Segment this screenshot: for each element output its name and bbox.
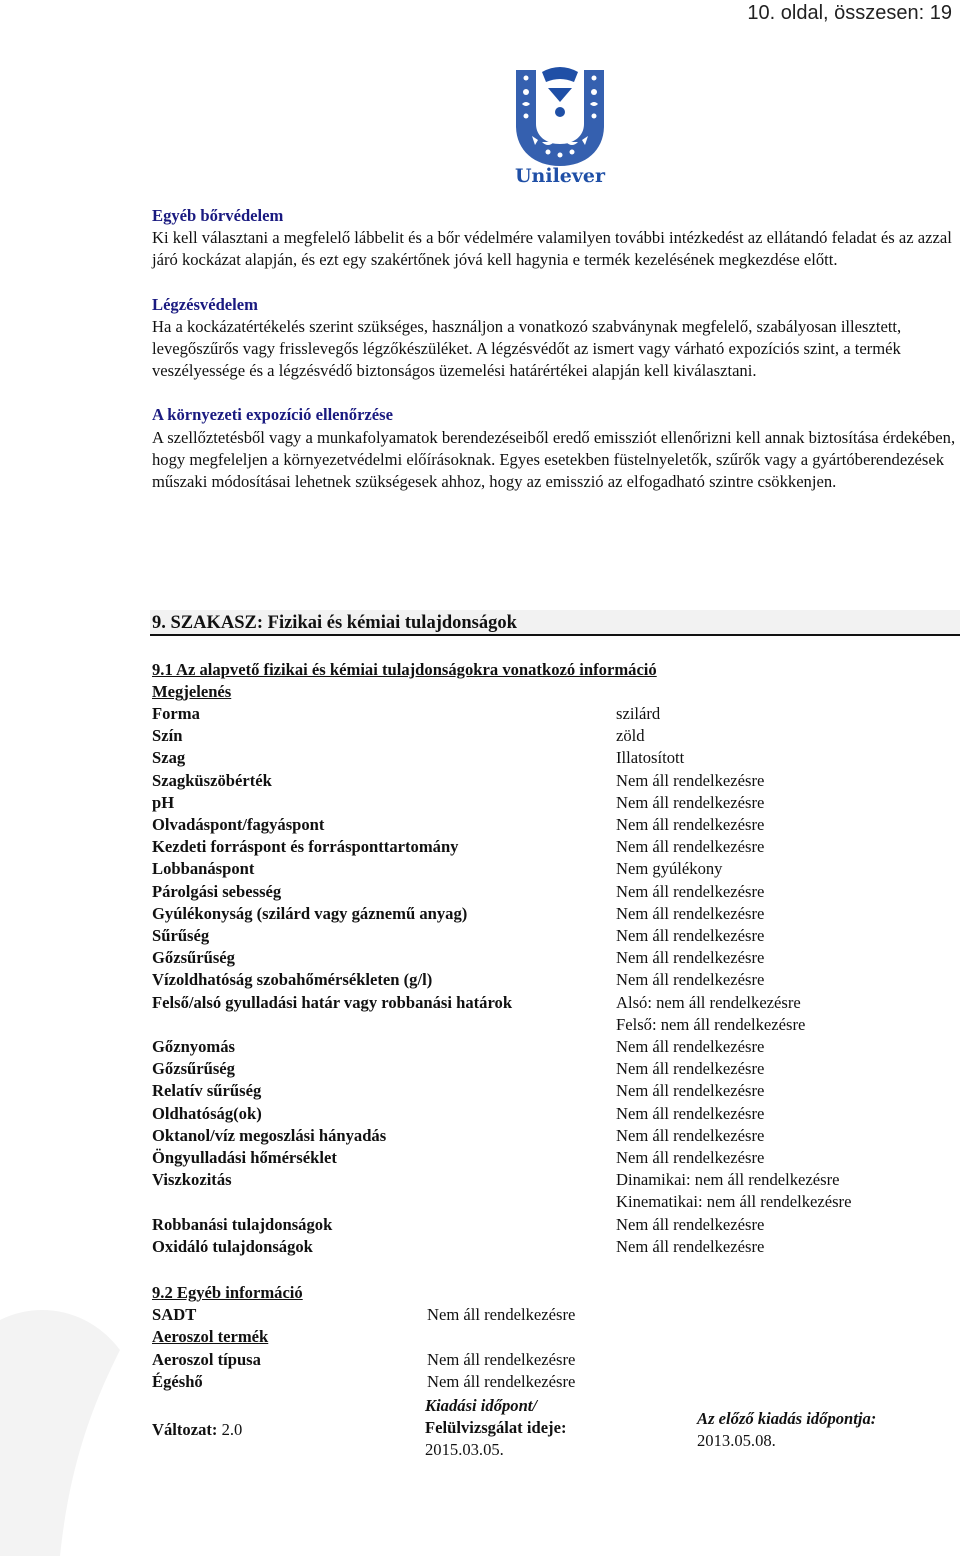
property-value-line: Nem áll rendelkezésre (616, 837, 765, 857)
property-value (616, 1125, 952, 1147)
other-info-value: Nem áll rendelkezésre (427, 1371, 576, 1391)
property-value-line: Illatosított (616, 748, 685, 768)
property-value-line: Nem áll rendelkezésre (616, 1103, 765, 1123)
property-value-line: Nem áll rendelkezésre (616, 903, 765, 923)
other-info-row (152, 1349, 952, 1371)
svg-text:Unilever: Unilever (514, 165, 606, 184)
property-value (616, 947, 952, 969)
property-name: Szín (152, 726, 183, 746)
property-value (616, 881, 952, 903)
property-row (152, 969, 952, 991)
property-name: Gőzsűrűség (152, 1059, 235, 1079)
previous-issue-date: 2013.05.08. (697, 1431, 776, 1450)
section-body: Ha a kockázatértékelés szerint szükséges, használjon a vonatkozó szabványnak megfelelő, szabályosan illesztett, levegőszűrős vagy frisslevegős légzőkészüléket. A légzésvédőt az ismert vagy várható expozíciós szint, a termék veszélyessége és a légzésvédő biztonságos üzemelési határértékei alapján kell kiválasztani. (152, 316, 902, 381)
property-row (152, 725, 952, 747)
property-value-line: Nem áll rendelkezésre (616, 881, 765, 901)
subsection-9-1-title: 9.1 Az alapvető fizikai és kémiai tulajdonságokra vonatkozó információ (152, 660, 657, 679)
property-value-line: Dinamikai: nem áll rendelkezésre (616, 1170, 840, 1190)
property-value-line: Nem áll rendelkezésre (616, 948, 765, 968)
property-row (152, 814, 952, 836)
other-info-name: Aeroszol típusa (152, 1349, 261, 1369)
property-value (616, 969, 952, 991)
property-row (152, 1103, 952, 1125)
section-9-title: 9. SZAKASZ: Fizikai és kémiai tulajdonságok (150, 610, 960, 636)
footer-previous-issue (697, 1408, 876, 1452)
property-row (152, 858, 952, 880)
property-name: Oxidáló tulajdonságok (152, 1236, 313, 1256)
property-row (152, 703, 952, 725)
other-info-name: Aeroszol termék (152, 1327, 269, 1347)
property-name: Párolgási sebesség (152, 881, 282, 901)
property-row (152, 1058, 952, 1080)
property-row (152, 792, 952, 814)
property-value-line: Nem áll rendelkezésre (616, 1214, 765, 1234)
property-value-line: Alsó: nem áll rendelkezésre (616, 992, 801, 1012)
decorative-corner-shape (0, 1290, 140, 1556)
property-name: Gőznyomás (152, 1037, 235, 1057)
other-info-row (152, 1326, 952, 1348)
property-value (616, 1080, 952, 1102)
other-info-row (152, 1304, 952, 1326)
property-value (616, 703, 952, 725)
property-name: Oldhatóság(ok) (152, 1103, 262, 1123)
property-name: Vízoldhatóság szobahőmérsékleten (g/l) (152, 970, 433, 990)
property-name: Szag (152, 748, 186, 768)
property-value-line: Nem áll rendelkezésre (616, 1059, 765, 1079)
property-name: Forma (152, 704, 200, 723)
property-value (616, 814, 952, 836)
subsection-9-2-title: 9.2 Egyéb információ (152, 1283, 303, 1302)
version-value: 2.0 (221, 1420, 243, 1439)
footer-issue-date (425, 1395, 566, 1461)
property-value-line: Nem áll rendelkezésre (616, 1148, 765, 1168)
property-value-line: Nem áll rendelkezésre (616, 1236, 765, 1256)
version-label: Változat: (152, 1420, 218, 1439)
issue-label-line2: Felülvizsgálat ideje: (425, 1418, 567, 1437)
property-name: Felső/alsó gyulladási határ vagy robbanási határok (152, 992, 513, 1012)
section-environmental-exposure (152, 404, 956, 493)
property-row (152, 1236, 952, 1258)
property-value (616, 770, 952, 792)
unilever-logo (508, 62, 612, 184)
section-skin-protection (152, 205, 956, 272)
property-value-line: Nem áll rendelkezésre (616, 792, 765, 812)
property-value (616, 747, 952, 769)
property-value-line: Nem áll rendelkezésre (616, 815, 765, 835)
other-information (152, 1282, 952, 1393)
footer-version (152, 1419, 242, 1441)
property-row (152, 770, 952, 792)
property-name: pH (152, 792, 175, 812)
appearance-label: Megjelenés (152, 682, 232, 702)
property-row (152, 1036, 952, 1058)
section-heading: A környezeti expozíció ellenőrzése (152, 405, 393, 425)
other-info-name: SADT (152, 1305, 197, 1325)
property-row (152, 903, 952, 925)
other-info-name: Égéshő (152, 1371, 203, 1391)
property-row (152, 1125, 952, 1147)
property-name: Sűrűség (152, 926, 210, 946)
property-name: Relatív sűrűség (152, 1081, 262, 1101)
property-row (152, 925, 952, 947)
property-name: Olvadáspont/fagyáspont (152, 815, 325, 835)
section-heading: Egyéb bőrvédelem (152, 206, 284, 225)
property-value (616, 1214, 952, 1236)
property-name: Lobbanáspont (152, 859, 255, 879)
section-respiratory-protection (152, 294, 956, 383)
property-value (616, 725, 952, 747)
property-value (616, 1147, 952, 1169)
property-row (152, 747, 952, 769)
properties-table (152, 703, 952, 1258)
property-value (616, 1169, 952, 1213)
protection-sections (152, 205, 956, 515)
page-number: 10. oldal, összesen: 19 (747, 2, 952, 24)
property-value-line-2: Felső: nem áll rendelkezésre (616, 1014, 806, 1034)
property-value (616, 1103, 952, 1125)
property-name: Gőzsűrűség (152, 948, 235, 968)
property-value-line: Nem áll rendelkezésre (616, 770, 765, 790)
property-value-line: Nem gyúlékony (616, 859, 723, 879)
property-row (152, 836, 952, 858)
property-row (152, 992, 952, 1036)
property-name: Oktanol/víz megoszlási hányadás (152, 1125, 387, 1145)
issue-date-value: 2015.03.05. (425, 1440, 504, 1459)
property-value (616, 1058, 952, 1080)
property-value (616, 1236, 952, 1258)
property-name: Robbanási tulajdonságok (152, 1214, 333, 1234)
property-value (616, 992, 952, 1036)
property-value-line: Nem áll rendelkezésre (616, 926, 765, 946)
other-info-value: Nem áll rendelkezésre (427, 1349, 576, 1369)
issue-label-line1: Kiadási időpont/ (425, 1396, 538, 1415)
property-value (616, 925, 952, 947)
property-value-line: Nem áll rendelkezésre (616, 1037, 765, 1057)
property-value-line: Nem áll rendelkezésre (616, 1125, 765, 1145)
property-name: Szagküszöbérték (152, 770, 272, 790)
property-name: Viszkozitás (152, 1170, 232, 1190)
property-row (152, 1169, 952, 1213)
property-value (616, 858, 952, 880)
property-value (616, 836, 952, 858)
property-value (616, 903, 952, 925)
property-value-line: zöld (616, 726, 645, 746)
property-value (616, 1036, 952, 1058)
property-name: Kezdeti forráspont és forrásponttartomány (152, 837, 459, 857)
previous-issue-label: Az előző kiadás időpontja: (697, 1409, 877, 1428)
section-heading: Légzésvédelem (152, 294, 258, 314)
section-9-1-header (152, 659, 952, 703)
property-value (616, 792, 952, 814)
other-info-row (152, 1371, 952, 1393)
property-value-line: Nem áll rendelkezésre (616, 970, 765, 990)
property-value-line: szilárd (616, 704, 661, 723)
other-info-value: Nem áll rendelkezésre (427, 1305, 576, 1325)
property-row (152, 1147, 952, 1169)
property-row (152, 1080, 952, 1102)
property-row (152, 947, 952, 969)
section-body: A szellőztetésből vagy a munkafolyamatok berendezéseiből eredő emissziót ellenőrizni kell annak biztosítása érdekében, hogy megfeleljen a környezetvédelmi előírásoknak. Egyes esetekben füstelnyeletők, szűrők vagy a gyártóberendezések műszaki módosításai lehetnek szükségesek ahhoz, hogy az emisszió az elfogadható szintre csökkenjen. (152, 427, 956, 492)
property-row (152, 881, 952, 903)
section-body: Ki kell választani a megfelelő lábbelit és a bőr védelmére valamilyen további intézkedést az ellátandó feladat és az azzal járó kockázat alapján, és ezt egy szakértőnek jóvá kell hagynia e termék kezelésének megkezdése előtt. (152, 228, 952, 270)
property-row (152, 1214, 952, 1236)
property-value-line-2: Kinematikai: nem áll rendelkezésre (616, 1192, 852, 1212)
property-name: Öngyulladási hőmérséklet (152, 1148, 337, 1168)
property-value-line: Nem áll rendelkezésre (616, 1081, 765, 1101)
property-name: Gyúlékonyság (szilárd vagy gáznemű anyag) (152, 903, 468, 923)
